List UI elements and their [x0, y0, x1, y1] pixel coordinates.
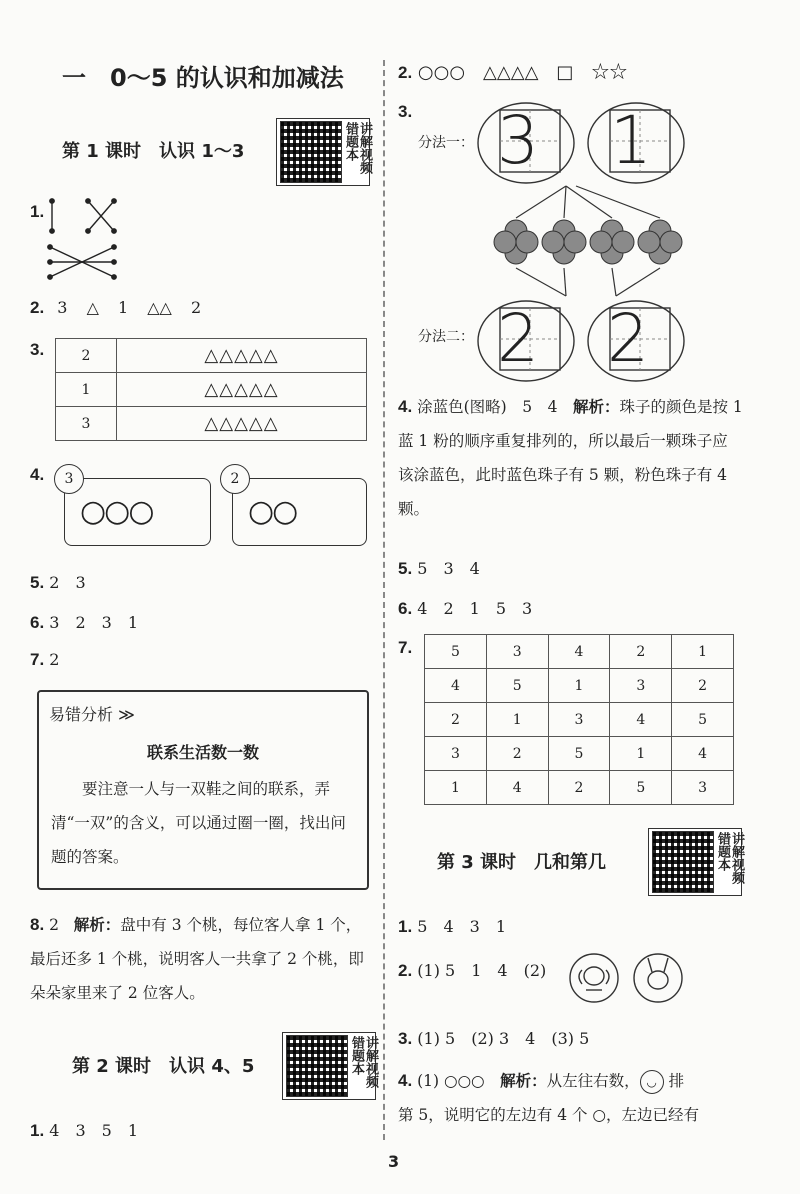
l2q1-num: 1. — [30, 1121, 45, 1140]
l3q4-text: 排 — [668, 1072, 685, 1090]
l3q2-text: (1) 5 1 4 (2) — [417, 961, 547, 980]
r-q7-num: 7. — [398, 638, 413, 657]
r-q3-num: 3. — [398, 102, 413, 121]
lesson2-qr-box[interactable] — [282, 1032, 376, 1100]
r-q4-block — [398, 390, 743, 526]
grid-cell: 4 — [486, 771, 548, 805]
l2q1-text: 4 3 5 1 — [49, 1121, 139, 1140]
q3-shapes: △△△△△ — [117, 373, 367, 407]
q3-num: 3. — [30, 340, 45, 359]
puppy-icon — [584, 967, 604, 985]
q2-num: 2. — [30, 298, 45, 317]
q2-line — [30, 298, 201, 318]
r-q6-num: 6. — [398, 599, 413, 618]
l2q1-line — [30, 1118, 138, 1141]
r-q7-grid — [424, 634, 734, 805]
grid-cell: 2 — [425, 703, 487, 737]
r-q2-text: ○○○ △△△△ □ ☆☆ — [417, 62, 628, 83]
q4-badge2: 2 — [220, 464, 250, 494]
grid-cell: 2 — [610, 635, 672, 669]
q4-circles2: ○○ — [248, 494, 297, 529]
l3q4-answer: (1) ○○○ — [417, 1072, 501, 1090]
qr-code-icon — [286, 1035, 348, 1097]
grid-cell: 3 — [486, 635, 548, 669]
r-q5-text: 5 3 4 — [417, 559, 480, 578]
method1-label: 分法一： — [418, 135, 474, 151]
grid-cell: 2 — [672, 669, 734, 703]
rabbit-icon — [648, 971, 668, 989]
q4-circles1: ○○○ — [80, 494, 153, 529]
grid-cell: 3 — [425, 737, 487, 771]
q8-label: 解析： — [73, 916, 121, 934]
grid-cell: 4 — [425, 669, 487, 703]
lesson1-qr-box[interactable] — [276, 118, 370, 186]
q6-text: 3 2 3 1 — [49, 613, 139, 632]
q1-num: 1. — [30, 202, 45, 221]
grid-cell: 1 — [610, 737, 672, 771]
l3q3-num: 3. — [398, 1029, 413, 1048]
q8-num: 8. — [30, 915, 45, 934]
double-chevron-icon: ≫ — [118, 705, 135, 724]
q5-line — [30, 570, 86, 593]
q2-part: 2 — [190, 298, 202, 317]
grid-cell: 5 — [610, 771, 672, 805]
tip-title: 联系生活数一数 — [146, 743, 259, 762]
lesson1-title: 第 1 课时 认识 1～3 — [62, 141, 245, 162]
grid-cell: 3 — [672, 771, 734, 805]
q3-count: 2 — [56, 339, 117, 373]
method2-digit: 2 — [607, 300, 649, 377]
lesson2-title: 第 2 课时 认识 4、5 — [72, 1056, 255, 1077]
grid-cell: 2 — [548, 771, 610, 805]
q6-line — [30, 610, 138, 633]
q8-block — [30, 908, 370, 1010]
r-q2-line — [398, 58, 627, 84]
r-q6-line — [398, 596, 532, 619]
column-divider — [383, 60, 385, 1140]
q3-count: 1 — [56, 373, 117, 407]
r-q4-text: 珠子的颜色是按 1 蓝 1 粉的顺序重复排列的，所以最后一颗珠子应该涂蓝色，此时蓝色珠子有 5 颗，粉色珠子有 4 颗。 — [398, 398, 743, 518]
method1-digit: 3 — [497, 102, 539, 179]
r-q4-label: 解析： — [572, 398, 620, 416]
q5-text: 2 3 — [49, 573, 86, 592]
method2-digit: 2 — [497, 300, 539, 377]
smiley-icon: ◡ — [640, 1070, 664, 1094]
q6-num: 6. — [30, 613, 45, 632]
q2-part: 3 — [57, 298, 68, 317]
method1-digit: 1 — [610, 102, 652, 179]
l3q4-text: 从左往右数， — [546, 1072, 640, 1090]
grid-cell: 5 — [672, 703, 734, 737]
grid-cell: 4 — [548, 635, 610, 669]
lesson3-qr-box[interactable] — [648, 828, 742, 896]
q3-shapes: △△△△△ — [117, 407, 367, 441]
grid-cell: 1 — [548, 669, 610, 703]
grid-cell: 5 — [486, 669, 548, 703]
q7-line — [30, 650, 59, 670]
q2-part: △△ — [147, 298, 172, 317]
l3q1-text: 5 4 3 1 — [417, 917, 507, 936]
grid-cell: 1 — [425, 771, 487, 805]
grid-cell: 1 — [672, 635, 734, 669]
grid-cell: 3 — [548, 703, 610, 737]
q3-table — [55, 338, 367, 441]
grid-cell: 4 — [610, 703, 672, 737]
q1-dot-diagram — [40, 195, 130, 285]
q8-text: 盘中有 3 个桃，每位客人拿 1 个，最后还多 1 个桃，说明客人一共拿了 2 个桃，即朵朵家里来了 2 位客人。 — [30, 916, 364, 1002]
q7-text: 2 — [49, 650, 60, 669]
grid-cell: 5 — [548, 737, 610, 771]
lesson3-title: 第 3 课时 几和第几 — [437, 852, 607, 873]
r-q2-num: 2. — [398, 63, 413, 82]
r-q5-line — [398, 556, 480, 579]
l3q1-num: 1. — [398, 917, 413, 936]
l3q4-label: 解析： — [500, 1072, 547, 1090]
l3q4-block — [398, 1064, 743, 1132]
q8-answer: 2 — [49, 916, 59, 934]
l3q4-text: 第 5，说明它的左边有 4 个 ○，左边已经有 — [398, 1106, 699, 1124]
qr-label: 讲解视频错题本 — [343, 122, 372, 174]
error-analysis-box — [37, 690, 369, 890]
r-q6-text: 4 2 1 5 3 — [417, 599, 533, 618]
l3q2-num: 2. — [398, 961, 413, 980]
grid-cell: 3 — [610, 669, 672, 703]
grid-cell: 4 — [672, 737, 734, 771]
grid-cell: 1 — [486, 703, 548, 737]
chapter-title: 一 0～5 的认识和加减法 — [62, 64, 344, 92]
q5-num: 5. — [30, 573, 45, 592]
tip-header — [49, 702, 135, 725]
l3q3-text: (1) 5 (2) 3 4 (3) 5 — [417, 1029, 590, 1048]
tip-body: 要注意一人与一双鞋之间的联系，弄清“一双”的含义，可以通过圈一圈，找出问题的答案。 — [51, 780, 346, 866]
q3-count: 3 — [56, 407, 117, 441]
qr-code-icon — [280, 121, 342, 183]
q4-badge1: 3 — [54, 464, 84, 494]
q4-num: 4. — [30, 465, 45, 484]
page-number: 3 — [388, 1152, 400, 1171]
r-q4-num: 4. — [398, 397, 413, 416]
l3q4-num: 4. — [398, 1071, 413, 1090]
l3q1-line — [398, 914, 506, 937]
q3-shapes: △△△△△ — [117, 339, 367, 373]
q7-num: 7. — [30, 650, 45, 669]
qr-code-icon — [652, 831, 714, 893]
r-q5-num: 5. — [398, 559, 413, 578]
grid-cell: 5 — [425, 635, 487, 669]
q2-part: △ — [86, 298, 99, 317]
animal-pictures — [568, 950, 688, 1008]
qr-label: 讲解视频错题本 — [715, 832, 744, 884]
l3q2-line — [398, 958, 546, 981]
q2-part: 1 — [117, 298, 129, 317]
method2-label: 分法二： — [418, 329, 474, 345]
tip-header-text: 易错分析 — [49, 705, 114, 724]
r-q4-answer: 涂蓝色(图略) 5 4 — [417, 398, 573, 416]
grid-cell: 2 — [486, 737, 548, 771]
l3q3-line — [398, 1026, 589, 1049]
qr-label: 讲解视频错题本 — [349, 1036, 378, 1088]
